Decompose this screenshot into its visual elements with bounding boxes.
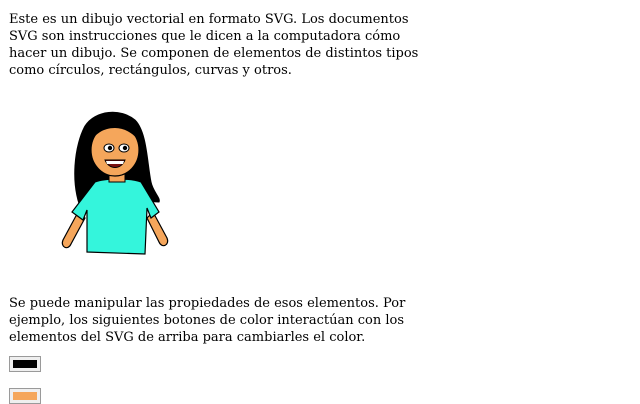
left-pupil (108, 146, 112, 150)
right-pupil (123, 146, 127, 150)
color-swatch-icon (13, 392, 37, 400)
instructions-paragraph: Se puede manipular las propiedades de esos elementos. Por ejemplo, los siguientes botones de color interactúan con los elementos del SVG de arriba para cambiarles el color. (9, 296, 406, 345)
teeth-shape (106, 161, 124, 164)
black-color-button[interactable] (9, 356, 41, 372)
color-swatch-icon (13, 360, 37, 368)
intro-paragraph: Este es un dibujo vectorial en formato SVG. Los documentos SVG son instrucciones que le dicen a la computadora cómo hacer un dibujo. Se componen de elementos de distintos tipos como círculos, rectángulos, curvas y otros. (9, 12, 419, 78)
orange-color-button[interactable] (9, 388, 41, 404)
girl-drawing-icon (55, 104, 175, 264)
